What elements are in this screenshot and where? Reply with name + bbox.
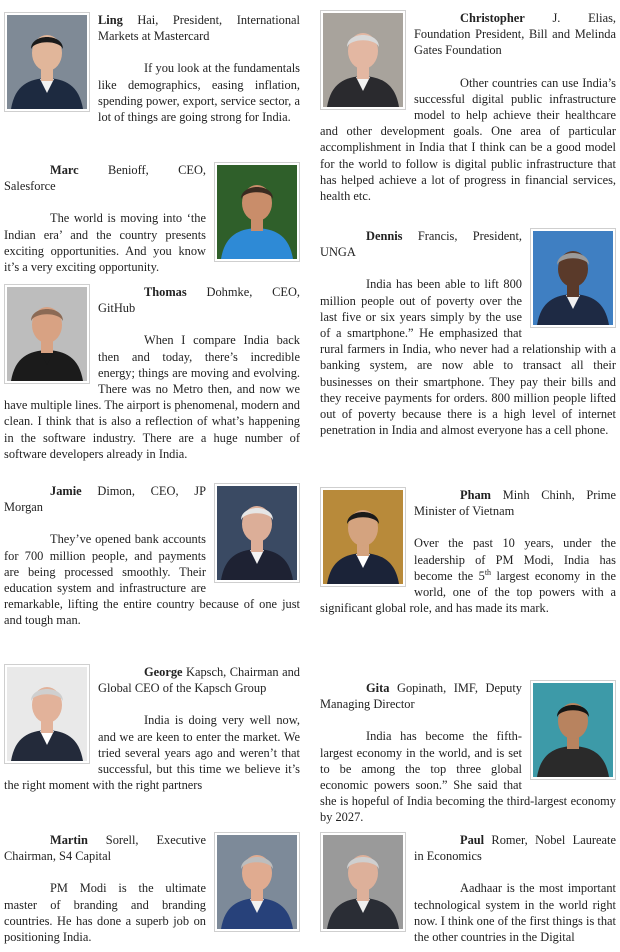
speaker-title: Romer, Nobel Laureate in Economics (414, 833, 616, 864)
speaker-quote: When I compare India back then and today, there’s incredible energy; things are moving and evolving. There was no Metro then, and now we have multiple lines. The airport is phenomenal, modern and clean. I think that is also a reflection of what’s happening in the software industry. There are a huge number of software developers already in India. (4, 333, 300, 461)
speaker-title: Dohmke, CEO, GitHub (98, 285, 300, 316)
speaker-name: Dennis (366, 229, 403, 243)
portrait-photo (214, 162, 300, 262)
quote-text: largest economy in the world, one of the top powers with a significant global role, and has made its mark. (320, 568, 616, 616)
speaker-name: Pham (460, 488, 491, 502)
entry-thomas (4, 284, 300, 462)
portrait-illustration (217, 835, 297, 929)
speaker-name: Paul (460, 833, 485, 847)
entry-ling (4, 12, 300, 125)
portrait-illustration (323, 835, 403, 929)
speaker-title: Gopinath, IMF, Deputy Managing Director (320, 681, 522, 712)
portrait-photo (530, 680, 616, 780)
speaker-name: Ling (98, 13, 123, 27)
entry-marc (4, 162, 300, 275)
speaker-name: Thomas (144, 285, 187, 299)
portrait-photo (320, 832, 406, 932)
quote-text: Over the past 10 years, under the leadership of PM Modi, India has become the 5 (414, 536, 616, 583)
portrait-illustration (533, 231, 613, 325)
speaker-quote: They’ve opened bank accounts for 700 million people, and payments are being processed smoothly. Their education system and infrastructure are remarkable, lifting the entire country because of one just and tough man. (4, 532, 300, 628)
speaker-quote: Other countries can use India’s successful digital public infrastructure model to help achieve their healthcare and other development goals. One area of particular accomplishment in India that I think can be a good model for the world to follow is digital public infrastructure that has helped achieve a lot of progress in financial services, health etc. (320, 75, 616, 204)
portrait-illustration (323, 13, 403, 107)
speaker-quote: If you look at the fundamentals like demographics, easing inflation, spending power, export, service sector, a lot of things are going strong for India. (98, 61, 300, 125)
portrait-photo (4, 284, 90, 384)
speaker-name: Christopher (460, 11, 525, 25)
entry-pham (320, 487, 616, 616)
speaker-quote: The world is moving into ‘the Indian era’ and the country presents exciting opportunities. And you know it’s a very exciting opportunity. (4, 211, 206, 275)
speaker-title: Kapsch, Chairman and Global CEO of the Kapsch Group (98, 665, 300, 696)
portrait-photo (214, 483, 300, 583)
entry-dennis (320, 228, 616, 438)
entry-george (4, 664, 300, 793)
portrait-illustration (217, 486, 297, 580)
portrait-photo (320, 10, 406, 110)
portrait-photo (320, 487, 406, 587)
portrait-illustration (7, 667, 87, 761)
speaker-quote: India has become the fifth-largest economy in the world, and is set to be among the top three global economic powers soon.” She said that she is hopeful of India becoming the third-largest economy by 2027. (320, 729, 616, 825)
portrait-photo (4, 12, 90, 112)
portrait-photo (214, 832, 300, 932)
speaker-title: Hai, President, International Markets at Mastercard (98, 13, 300, 44)
speaker-quote: India has been able to lift 800 million people out of poverty over the last five or six years simply by the use of a smartphone.” He emphasized that rural farmers in India, who never had a relationship with a banking system, are now able to transact all their businesses on their smartphone. They pay their bills and they receive payments for orders. 800 million people lifted out of poverty because there is a high level of internet penetration in India and almost everyone has a cell phone. (320, 277, 616, 438)
speaker-name: George (144, 665, 183, 679)
portrait-photo (530, 228, 616, 328)
portrait-illustration (533, 683, 613, 777)
speaker-title: Benioff, CEO, Salesforce (4, 163, 206, 194)
entry-jamie (4, 483, 300, 629)
portrait-illustration (7, 15, 87, 109)
speaker-title: J. Elias, Foundation President, Bill and Melinda Gates Foundation (414, 11, 616, 58)
speaker-title: Dimon, CEO, JP Morgan (4, 484, 206, 515)
speaker-name: Gita (366, 681, 390, 695)
speaker-quote: Aadhaar is the most important technological system in the world right now. I think one of the first things is that the other countries in the Digital (414, 881, 616, 945)
entry-martin (4, 832, 300, 945)
ordinal-suffix: th (484, 567, 492, 577)
speaker-name: Jamie (50, 484, 82, 498)
entry-gita (320, 680, 616, 826)
entry-christopher (320, 10, 616, 204)
portrait-illustration (323, 490, 403, 584)
portrait-illustration (7, 287, 87, 381)
speaker-quote: India is doing very well now, and we are keen to enter the market. We tried several years ago and weren’t that successful, but this time we believe it’s the right moment with the right partners (4, 713, 300, 793)
portrait-photo (4, 664, 90, 764)
portrait-illustration (217, 165, 297, 259)
entry-paul (320, 832, 616, 945)
speaker-title: Minh Chinh, Prime Minister of Vietnam (414, 488, 616, 519)
speaker-title: Sorell, Executive Chairman, S4 Capital (4, 833, 206, 864)
speaker-name: Marc (50, 163, 79, 177)
speaker-name: Martin (50, 833, 88, 847)
speaker-title: Francis, President, UNGA (320, 229, 522, 260)
speaker-quote: PM Modi is the ultimate master of branding and branding countries. He has done a superb job on positioning India. (4, 881, 206, 945)
